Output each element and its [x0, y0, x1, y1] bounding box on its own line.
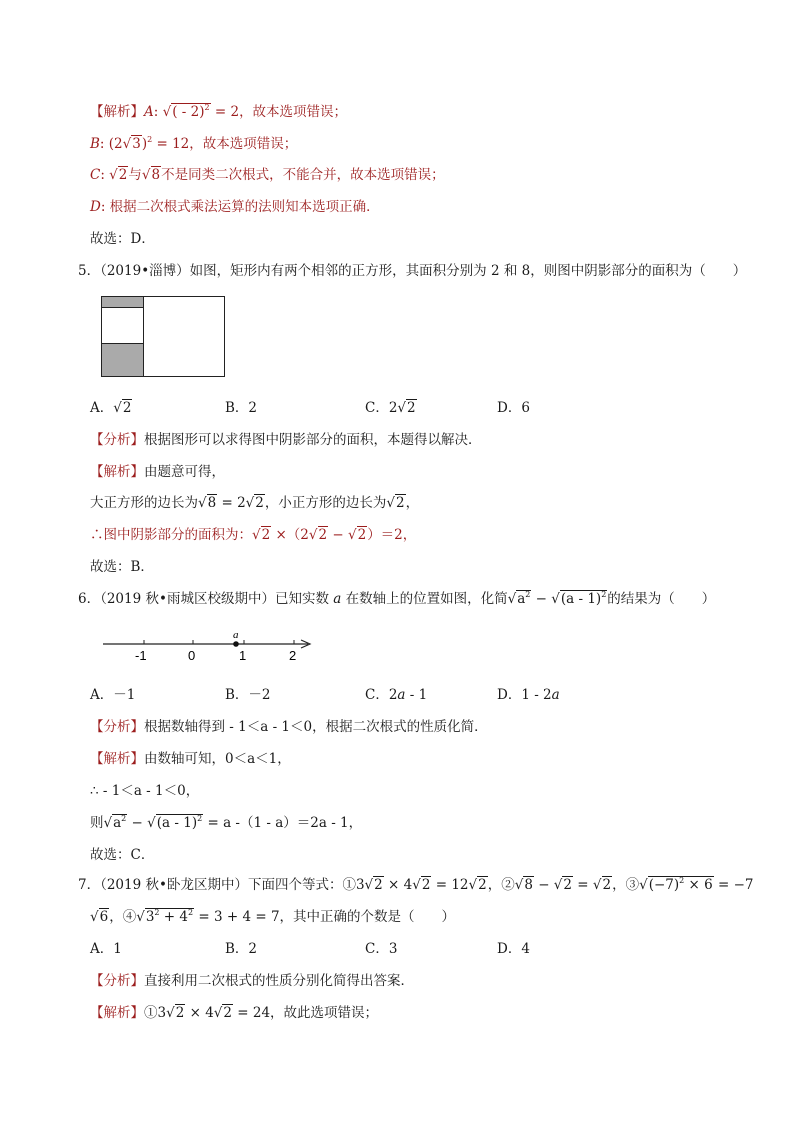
q6-option-a: A．－1 — [90, 687, 136, 703]
point-a-label: a — [233, 629, 239, 641]
small-square — [102, 308, 144, 344]
q7-option-b: B．2 — [225, 941, 258, 957]
q4-answer: 故选：D． — [90, 231, 155, 247]
q5-option-c: C．2√2 — [365, 400, 416, 416]
option-d-label: D — [90, 199, 101, 215]
q6-analysis: 【分析】根据数轴得到 - 1＜a - 1＜0，根据二次根式的性质化简． — [90, 719, 488, 735]
label-1: 1 — [239, 648, 247, 663]
q5-answer: 故选：B． — [90, 559, 154, 575]
q5-step1: 大正方形的边长为√8 = 2√2，小正方形的边长为√2， — [90, 495, 420, 511]
q4-a-result: ，故本选项错误； — [239, 104, 348, 120]
label-minus-1: -1 — [135, 648, 147, 663]
q5-step2: ∴图中阴影部分的面积为：√2 ×（2√2 − √2）＝2， — [90, 527, 417, 543]
option-b-label: B — [90, 136, 100, 152]
q5-solution: 【解析】由题意可得， — [90, 464, 225, 480]
q4-option-d-explanation: D: 根据二次根式乘法运算的法则知本选项正确． — [90, 199, 380, 215]
option-c-label: C — [90, 167, 101, 183]
q6-option-b: B．－2 — [225, 687, 271, 703]
q4-option-c-explanation: C: √2与√8不是同类二次根式，不能合并，故本选项错误； — [90, 167, 445, 183]
label-0: 0 — [188, 648, 196, 663]
q7-option-c: C．3 — [365, 941, 398, 957]
q5-option-d: D．6 — [497, 400, 530, 416]
q6-number-line — [103, 626, 318, 666]
q6-stem: 6．（2019 秋•雨城区校级期中）已知实数 a 在数轴上的位置如图，化简$√a^2 - √(a - 1)^2$的结果为（ ） — [78, 590, 716, 607]
q5-option-b: B．2 — [225, 400, 258, 416]
q4-c-result: 不是同类二次根式，不能合并，故本选项错误； — [161, 167, 445, 183]
top-shaded-strip — [102, 297, 144, 308]
q7-option-a: A．1 — [90, 941, 122, 957]
q5-analysis: 【分析】根据图形可以求得图中阴影部分的面积，本题得以解决． — [90, 432, 482, 448]
q6-option-d: D．1 - 2a — [497, 687, 560, 703]
point-a — [233, 641, 239, 647]
option-a-label: A — [144, 104, 154, 120]
q7-stem: 7．（2019 秋•卧龙区期中）下面四个等式：①3√2 × 4√2 = 12√2，②√8 − √2 = √2，$③√(-7)^2 \times 6 = -7$ — [78, 876, 754, 893]
q6-answer: 故选：C． — [90, 847, 155, 863]
q6-solution: 【解析】由数轴可知，0＜a＜1， — [90, 751, 291, 767]
q6-option-c: C．2a - 1 — [365, 687, 428, 703]
q6-step1: ∴ - 1＜a - 1＜0， — [90, 783, 200, 799]
q6-step2: 则$√a^2 - √(a - 1)^2 = a$ -（1 - a）＝2a - 1， — [90, 814, 363, 831]
q5-option-a: A．√2 — [90, 400, 132, 416]
q5-stem: 5．（2019•淄博）如图，矩形内有两个相邻的正方形，其面积分别为 2 和 8，则图中阴影部分的面积为（ ） — [78, 263, 747, 279]
q7-solution: 【解析】①3√2 × 4√2 = 24，故此选项错误； — [90, 1005, 379, 1021]
label-2: 2 — [289, 648, 297, 663]
q7-stem-cont: √6，$④√3^2 + 4^2 = 3 + 4 = 7$，其中正确的个数是（ ） — [90, 908, 456, 925]
analysis-tag: 【解析】 — [90, 104, 144, 120]
bottom-shaded-square — [102, 344, 144, 377]
q7-analysis: 【分析】直接利用二次根式的性质分别化简得出答案． — [90, 973, 414, 989]
q4-option-b-explanation: B: $(2√3)^2 = 12$，故本选项错误； — [90, 135, 298, 152]
q4-b-result: ，故本选项错误； — [189, 136, 298, 152]
q7-option-d: D．4 — [497, 941, 530, 957]
q4-option-a-explanation: 【解析】A: √( - 2)$^2$ = 2，故本选项错误； — [90, 103, 348, 120]
q5-figure — [101, 296, 227, 378]
